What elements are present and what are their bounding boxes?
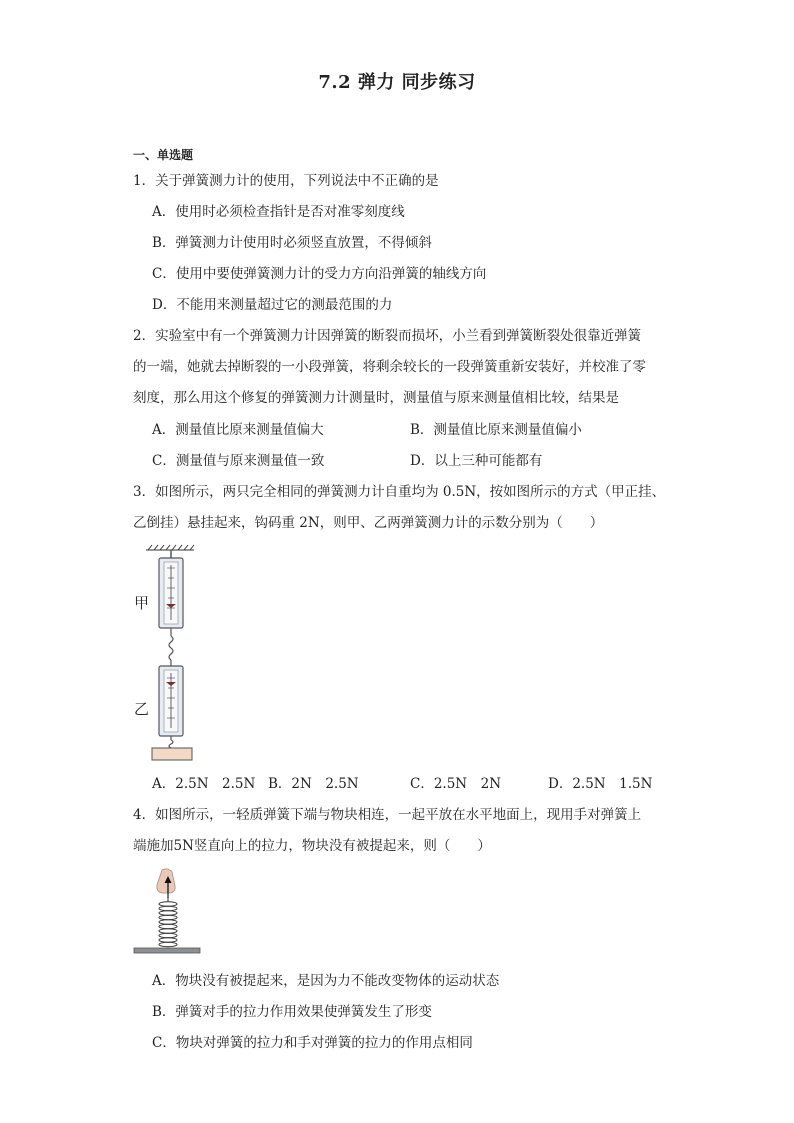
spring-scales-figure	[130, 540, 240, 765]
q2-option-c: C．测量值与原来测量值一致	[152, 453, 325, 469]
q4-stem-line-1: 4．如图所示，一轻质弹簧下端与物块相连，一起平放在水平地面上，现用手对弹簧上	[133, 807, 642, 823]
ground-block	[134, 948, 200, 953]
q3-option-c: C．2.5N 2N	[410, 776, 502, 792]
q2-option-a: A．测量值比原来测量值偏大	[152, 422, 324, 438]
q2-option-d: D．以上三种可能都有	[410, 453, 543, 469]
connecting-hooks	[169, 628, 173, 666]
section-heading: 一、单选题	[133, 148, 194, 162]
spring-scale-yi	[159, 666, 183, 736]
q4-option-b: B．弹簧对手的拉力作用效果使弹簧发生了形变	[152, 1004, 432, 1020]
hand-spring-figure	[130, 866, 210, 961]
q3-option-a: A．2.5N 2.5N	[152, 776, 256, 792]
label-jia: 甲	[134, 596, 150, 612]
q1-option-b: B．弹簧测力计使用时必须竖直放置，不得倾斜	[152, 235, 432, 251]
q3-option-d: D．2.5N 1.5N	[548, 776, 653, 792]
q2-stem-line-2: 的一端，她就去掉断裂的一小段弹簧，将剩余较长的一段弹簧重新安装好，并校准了零	[133, 359, 646, 375]
q3-stem-line-2: 乙倒挂）悬挂起来，钩码重 2N，则甲、乙两弹簧测力计的示数分别为（ ）	[133, 515, 604, 531]
ceiling-hatch	[146, 545, 194, 550]
q1-stem: 1．关于弹簧测力计的使用，下列说法中不正确的是	[133, 173, 439, 189]
q2-stem-line-3: 刻度，那么用这个修复的弹簧测力计测量时，测量值与原来测量值相比较，结果是	[133, 390, 619, 406]
q4-stem-line-2: 端施加5N竖直向上的拉力，物块没有被提起来，则（ ）	[133, 838, 491, 854]
q1-option-c: C．使用中要使弹簧测力计的受力方向沿弹簧的轴线方向	[152, 266, 487, 282]
spring-scale-jia	[159, 558, 183, 628]
page-title: 7.2 弹力 同步练习	[318, 72, 476, 93]
q1-option-a: A．使用时必须检查指针是否对准零刻度线	[152, 204, 405, 220]
hook-weight-block	[152, 748, 192, 760]
q3-stem-line-1: 3．如图所示，两只完全相同的弹簧测力计自重均为 0.5N，按如图所示的方式（甲正挂、	[133, 484, 666, 500]
q2-stem-line-1: 2．实验室中有一个弹簧测力计因弹簧的断裂而损坏，小兰看到弹簧断裂处很靠近弹簧	[133, 328, 642, 344]
q1-option-d: D．不能用来测量超过它的测最范围的力	[152, 297, 393, 313]
label-yi: 乙	[134, 702, 150, 718]
spring-coil	[159, 893, 177, 947]
q3-option-b: B．2N 2.5N	[268, 776, 359, 792]
q4-option-c: C．物块对弹簧的拉力和手对弹簧的拉力的作用点相同	[152, 1035, 473, 1051]
q4-option-a: A．物块没有被提起来，是因为力不能改变物体的运动状态	[152, 973, 500, 989]
q2-option-b: B．测量值比原来测量值偏小	[410, 422, 582, 438]
